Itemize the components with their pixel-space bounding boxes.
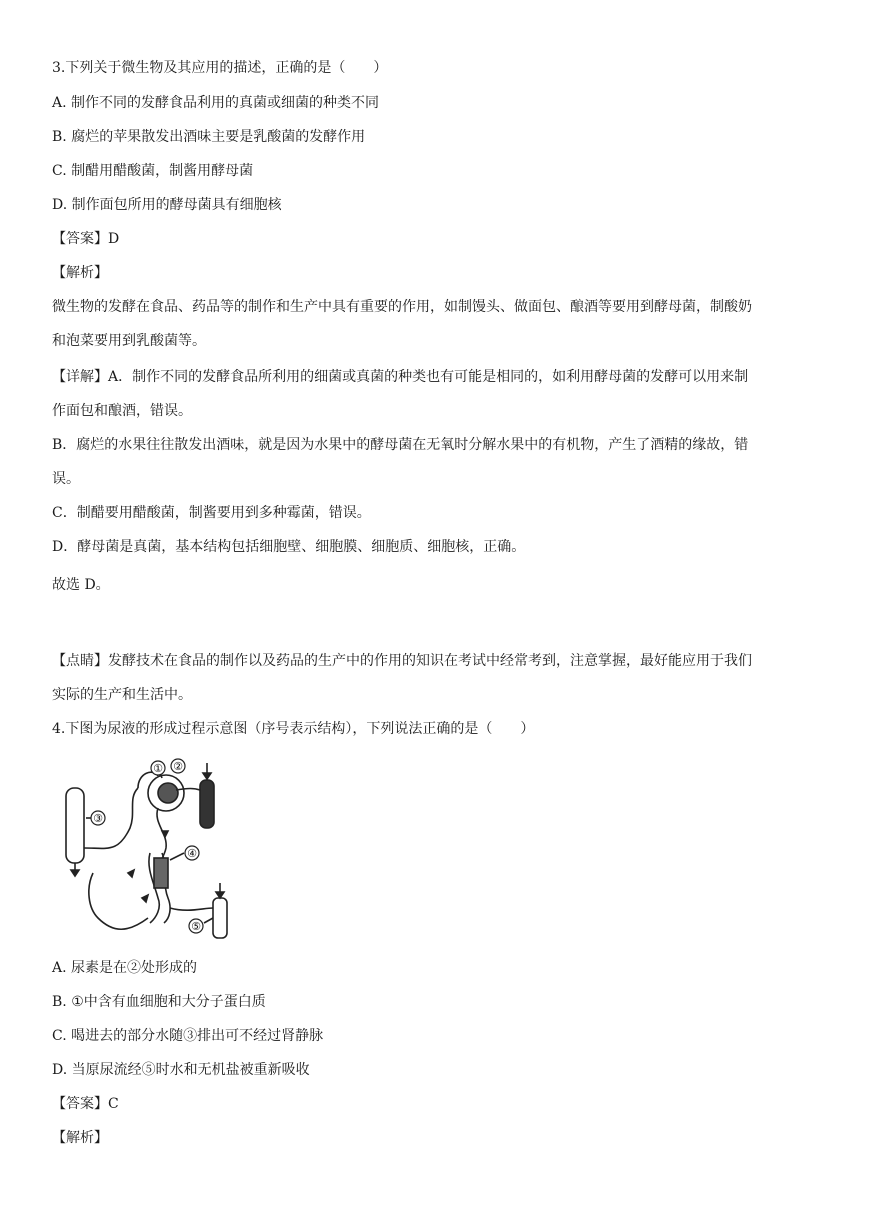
q3-option-c: C. 制醋用醋酸菌，制酱用酵母菌 xyxy=(52,163,254,179)
q3-detail-line-6: D．酵母菌是真菌，基本结构包括细胞壁、细胞膜、细胞质、细胞核，正确。 xyxy=(52,539,526,555)
q3-detail-line-3: B．腐烂的水果往往散发出酒味，就是因为水果中的酵母菌在无氧时分解水果中的有机物，产生了酒精的缘故，错 xyxy=(52,437,749,453)
figure-label-5: ⑤ xyxy=(191,920,201,933)
q3-option-b: B. 腐烂的苹果散发出酒味主要是乳酸菌的发酵作用 xyxy=(52,129,366,145)
q3-analysis-line-2: 和泡菜要用到乳酸菌等。 xyxy=(52,333,206,349)
q4-option-d: D. 当原尿流经⑤时水和无机盐被重新吸收 xyxy=(52,1062,310,1078)
q4-option-c: C. 喝进去的部分水随③排出可不经过肾静脉 xyxy=(52,1028,324,1044)
q3-comment-line-2: 实际的生产和生活中。 xyxy=(52,687,192,703)
figure-label-1: ① xyxy=(153,762,163,775)
q3-option-a: A. 制作不同的发酵食品利用的真菌或细菌的种类不同 xyxy=(52,95,380,111)
q4-analysis-label: 【解析】 xyxy=(52,1130,108,1146)
q3-detail-line-2: 作面包和酿酒，错误。 xyxy=(52,403,192,419)
q3-detail-line-5: C．制醋要用醋酸菌，制酱要用到多种霉菌，错误。 xyxy=(52,505,371,521)
q3-analysis-label: 【解析】 xyxy=(52,265,108,281)
q3-option-d: D. 制作面包所用的酵母菌具有细胞核 xyxy=(52,197,282,213)
q3-choice: 故选 D。 xyxy=(52,577,110,593)
figure-label-2: ② xyxy=(173,760,183,773)
q4-option-b: B. ①中含有血细胞和大分子蛋白质 xyxy=(52,994,266,1010)
q4-answer: 【答案】C xyxy=(52,1096,119,1112)
q3-detail-line-1: 【详解】A．制作不同的发酵食品所利用的细菌或真菌的种类也有可能是相同的，如利用酵母菌的发酵可以用来制 xyxy=(52,369,749,385)
q3-comment-line-1: 【点睛】发酵技术在食品的制作以及药品的生产中的作用的知识在考试中经常考到，注意掌握，最好能应用于我们 xyxy=(52,653,752,669)
q4-stem: 4.下图为尿液的形成过程示意图（序号表示结构），下列说法正确的是（ ） xyxy=(52,721,535,737)
q3-analysis-line-1: 微生物的发酵在食品、药品等的制作和生产中具有重要的作用，如制馒头、做面包、酿酒等要用到酵母菌，制酸奶 xyxy=(52,299,752,315)
q3-answer: 【答案】D xyxy=(52,231,120,247)
q3-detail-line-4: 误。 xyxy=(52,471,80,487)
nephron-diagram xyxy=(58,758,238,943)
figure-label-3: ③ xyxy=(93,812,103,825)
q3-stem: 3.下列关于微生物及其应用的描述，正确的是（ ） xyxy=(52,60,388,76)
q4-option-a: A. 尿素是在②处形成的 xyxy=(52,960,198,976)
figure-label-4: ④ xyxy=(187,847,197,860)
